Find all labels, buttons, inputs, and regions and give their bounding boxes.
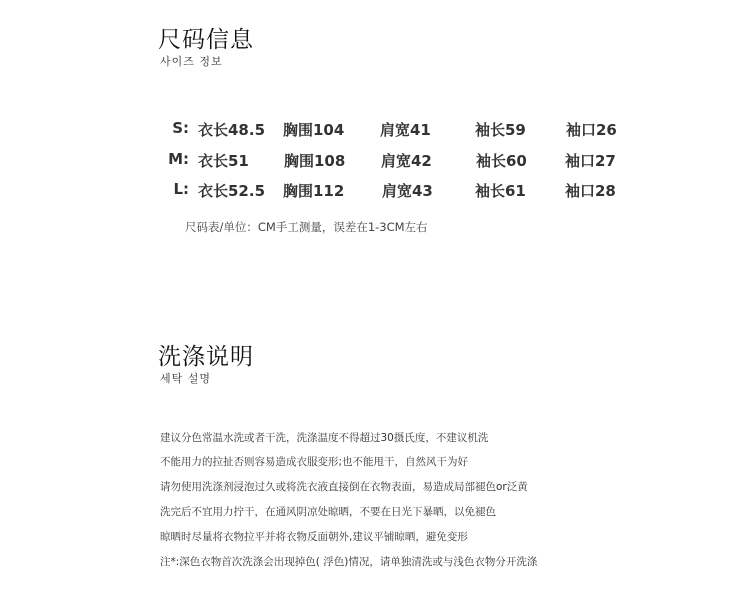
length-value: 衣长48.5 — [198, 121, 266, 139]
size-row-l — [0, 180, 750, 202]
wash-line: 不能用力的拉扯否则容易造成衣服变形;也不能甩干，自然风干为好 — [160, 456, 469, 468]
sleeve-value: 袖长61 — [475, 182, 526, 200]
shoulder-value: 肩宽43 — [382, 182, 433, 200]
chest-value: 胸围112 — [283, 182, 345, 200]
size-info-title: 尺码信息 — [158, 27, 254, 53]
length-value: 衣长52.5 — [198, 182, 266, 200]
sleeve-value: 袖长59 — [475, 121, 526, 139]
size-label: S: — [172, 119, 189, 137]
size-info-subtitle: 사이즈 정보 — [160, 55, 223, 68]
shoulder-value: 肩宽42 — [381, 152, 432, 170]
wash-line: 建议分色常温水洗或者干洗，洗涤温度不得超过30摄氏度，不建议机洗 — [160, 432, 489, 444]
wash-instructions-subtitle: 세탁 설명 — [160, 372, 212, 385]
wash-line: 洗完后不宜用力拧干，在通风阴凉处晾晒，不要在日光下暴晒，以免褪色 — [160, 506, 496, 518]
size-label: M: — [168, 150, 189, 168]
length-value: 衣长51 — [198, 152, 249, 170]
sleeve-value: 袖长60 — [476, 152, 527, 170]
wash-line: 请勿使用洗涤剂浸泡过久或将洗衣液直接倒在衣物表面，易造成局部褪色or泛黄 — [160, 481, 528, 493]
wash-instructions-title: 洗涤说明 — [158, 344, 254, 370]
cuff-value: 袖口28 — [565, 182, 616, 200]
cuff-value: 袖口27 — [565, 152, 616, 170]
wash-line: 晾晒时尽量将衣物拉平并将衣物反面朝外,建议平铺晾晒，避免变形 — [160, 531, 468, 543]
shoulder-value: 肩宽41 — [380, 121, 431, 139]
size-row-s — [0, 119, 750, 141]
cuff-value: 袖口26 — [566, 121, 617, 139]
chest-value: 胸围104 — [283, 121, 345, 139]
measurement-note: 尺码表/单位：CM手工测量，误差在1-3CM左右 — [185, 220, 428, 234]
size-label: L: — [173, 180, 189, 198]
chest-value: 胸围108 — [284, 152, 346, 170]
wash-line: 注*:深色衣物首次洗涤会出现掉色( 浮色)情况，请单独清洗或与浅色衣物分开洗涤 — [160, 556, 538, 568]
size-row-m — [0, 150, 750, 172]
